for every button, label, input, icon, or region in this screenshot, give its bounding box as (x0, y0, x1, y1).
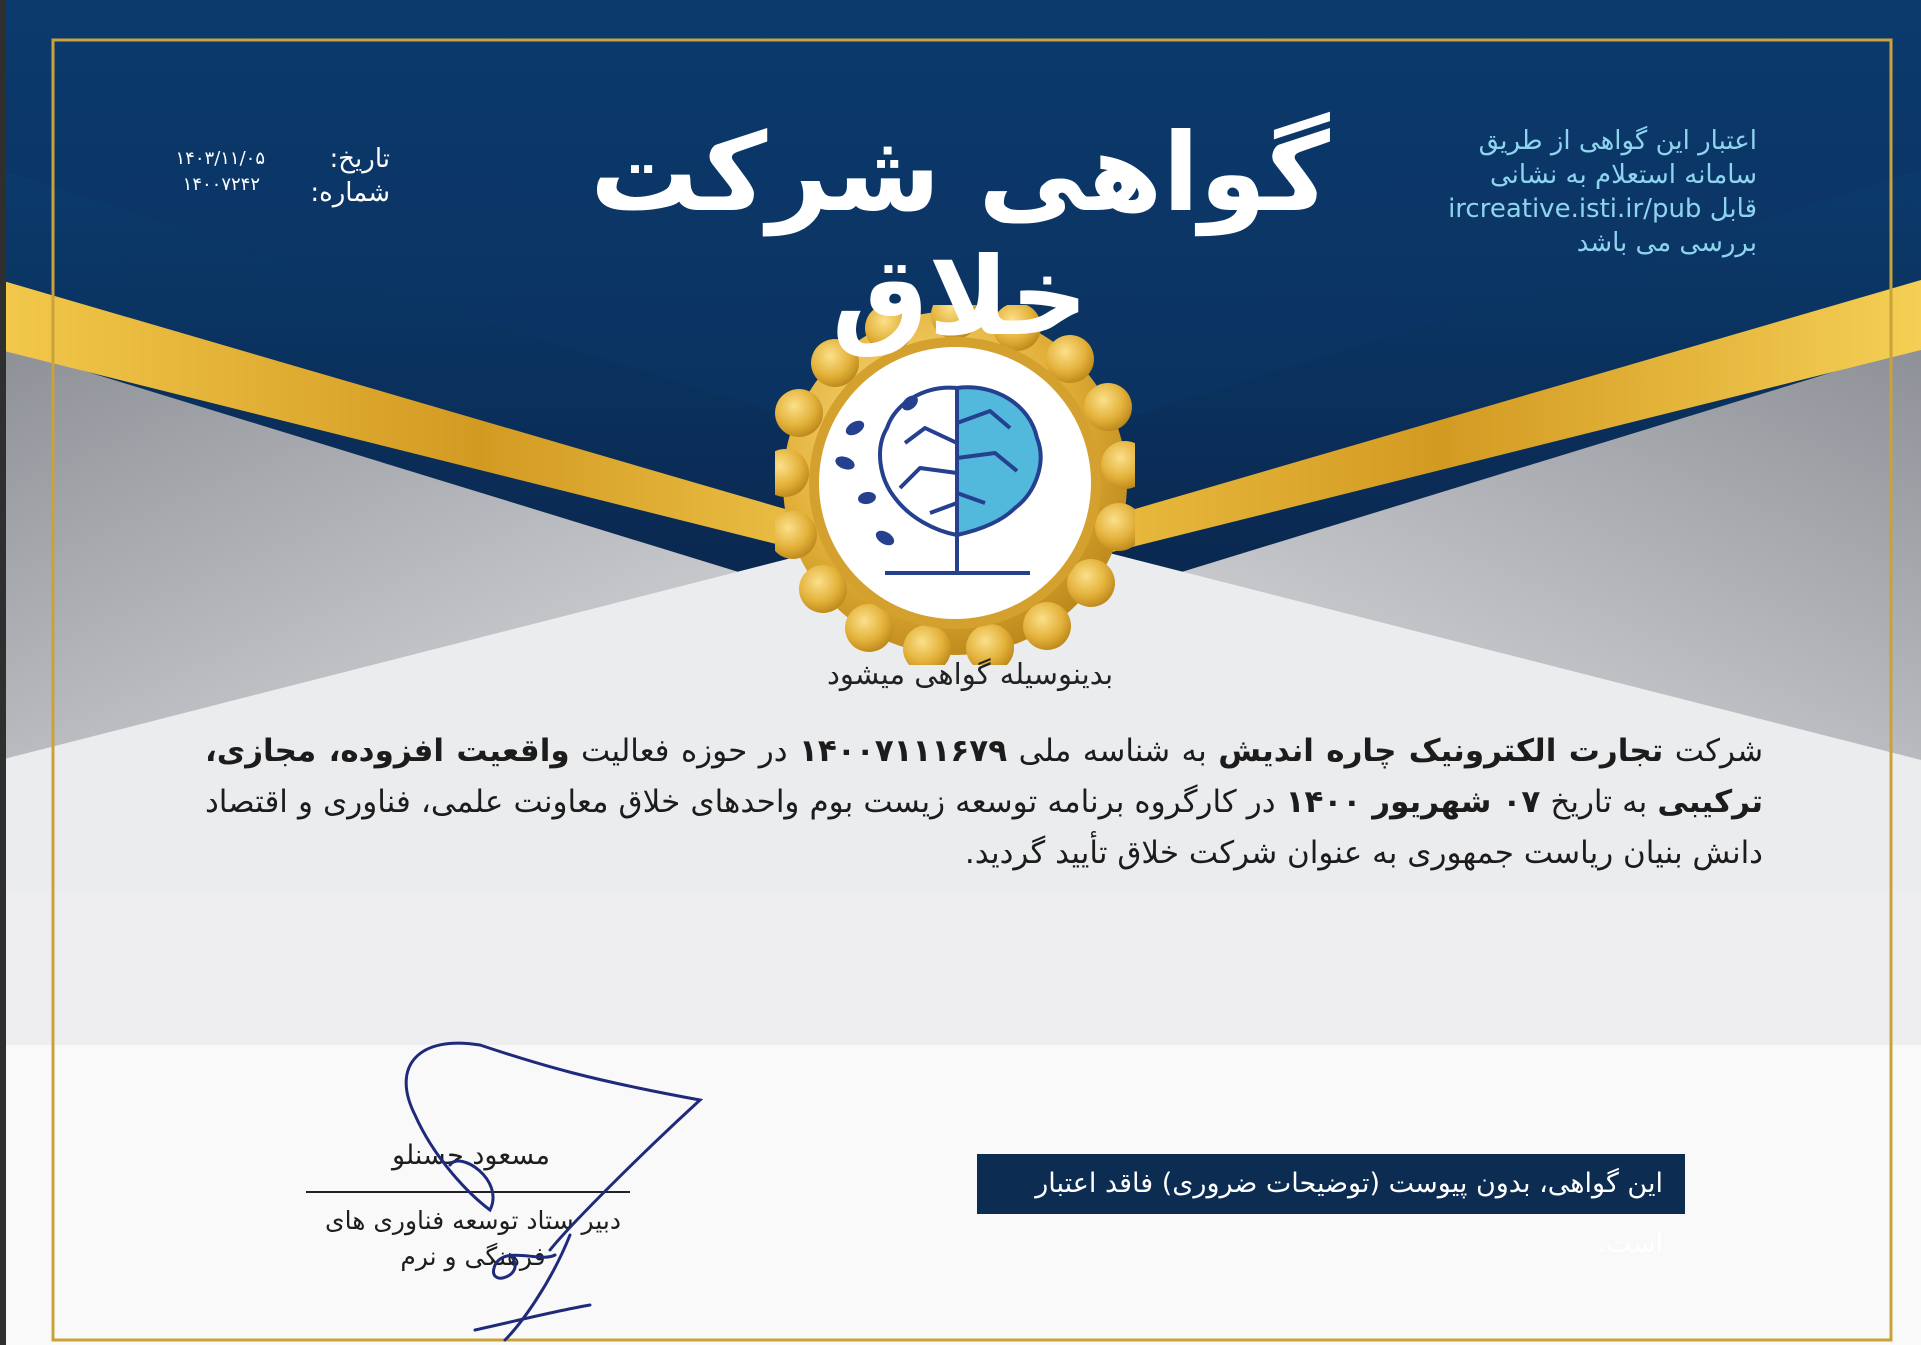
intro-text: بدینوسیله گواهی میشود (826, 657, 1114, 691)
signatory-role-line-1: دبیر ستاد توسعه فناوری های (325, 1206, 621, 1235)
verification-line-3-suffix: قابل (1709, 194, 1757, 224)
signatory-role-line-2: فرهنگی و نرم (400, 1242, 546, 1271)
verification-line-4: بررسی می باشد (1576, 228, 1757, 258)
body-text-3: در حوزه فعالیت (581, 733, 788, 769)
body-text-2: به شناسه ملی (1018, 733, 1207, 769)
verification-line-2: سامانه استعلام به نشانی (1490, 160, 1757, 190)
approval-date: ۰۷ شهریور ۱۴۰۰ (1285, 784, 1541, 820)
national-id: ۱۴۰۰۷۱۱۱۶۷۹ (799, 733, 1008, 769)
handwritten-signature (300, 1035, 720, 1345)
signatory-name: مسعود حسنلو (392, 1140, 550, 1171)
verification-url[interactable]: ircreative.isti.ir/pub (1448, 194, 1702, 224)
body-text-1: شرکت (1674, 733, 1764, 769)
body-text-5: در کارگروه برنامه توسعه زیست بوم واحدهای خلاق معاونت علمی، فناوری و اقتصاد دانش بنیان ریاست جمهوری به عنوان شرکت خلاق تأیید گردید. (205, 784, 1763, 871)
verification-note (1417, 124, 1757, 260)
date-label: تاریخ: (329, 144, 390, 174)
verification-line-1: اعتبار این گواهی از طریق (1478, 126, 1757, 156)
validity-note: این گواهی، بدون پیوست (توضیحات ضروری) فاقد اعتبار است. (977, 1154, 1685, 1214)
verification-line-3 (1417, 192, 1757, 226)
number-value: ۱۴۰۰۷۲۴۲ (182, 174, 260, 195)
certificate-body (205, 726, 1763, 879)
activity-field: واقعیت افزوده، مجازی، ترکیبی (205, 733, 1764, 820)
company-name: تجارت الکترونیک چاره اندیش (1218, 733, 1664, 769)
body-text-4: به تاریخ (1550, 784, 1648, 820)
number-label: شماره: (310, 178, 390, 208)
certificate-title: گواهی شرکت خلاق (590, 111, 1330, 361)
date-value: ۱۴۰۳/۱۱/۰۵ (175, 148, 265, 169)
